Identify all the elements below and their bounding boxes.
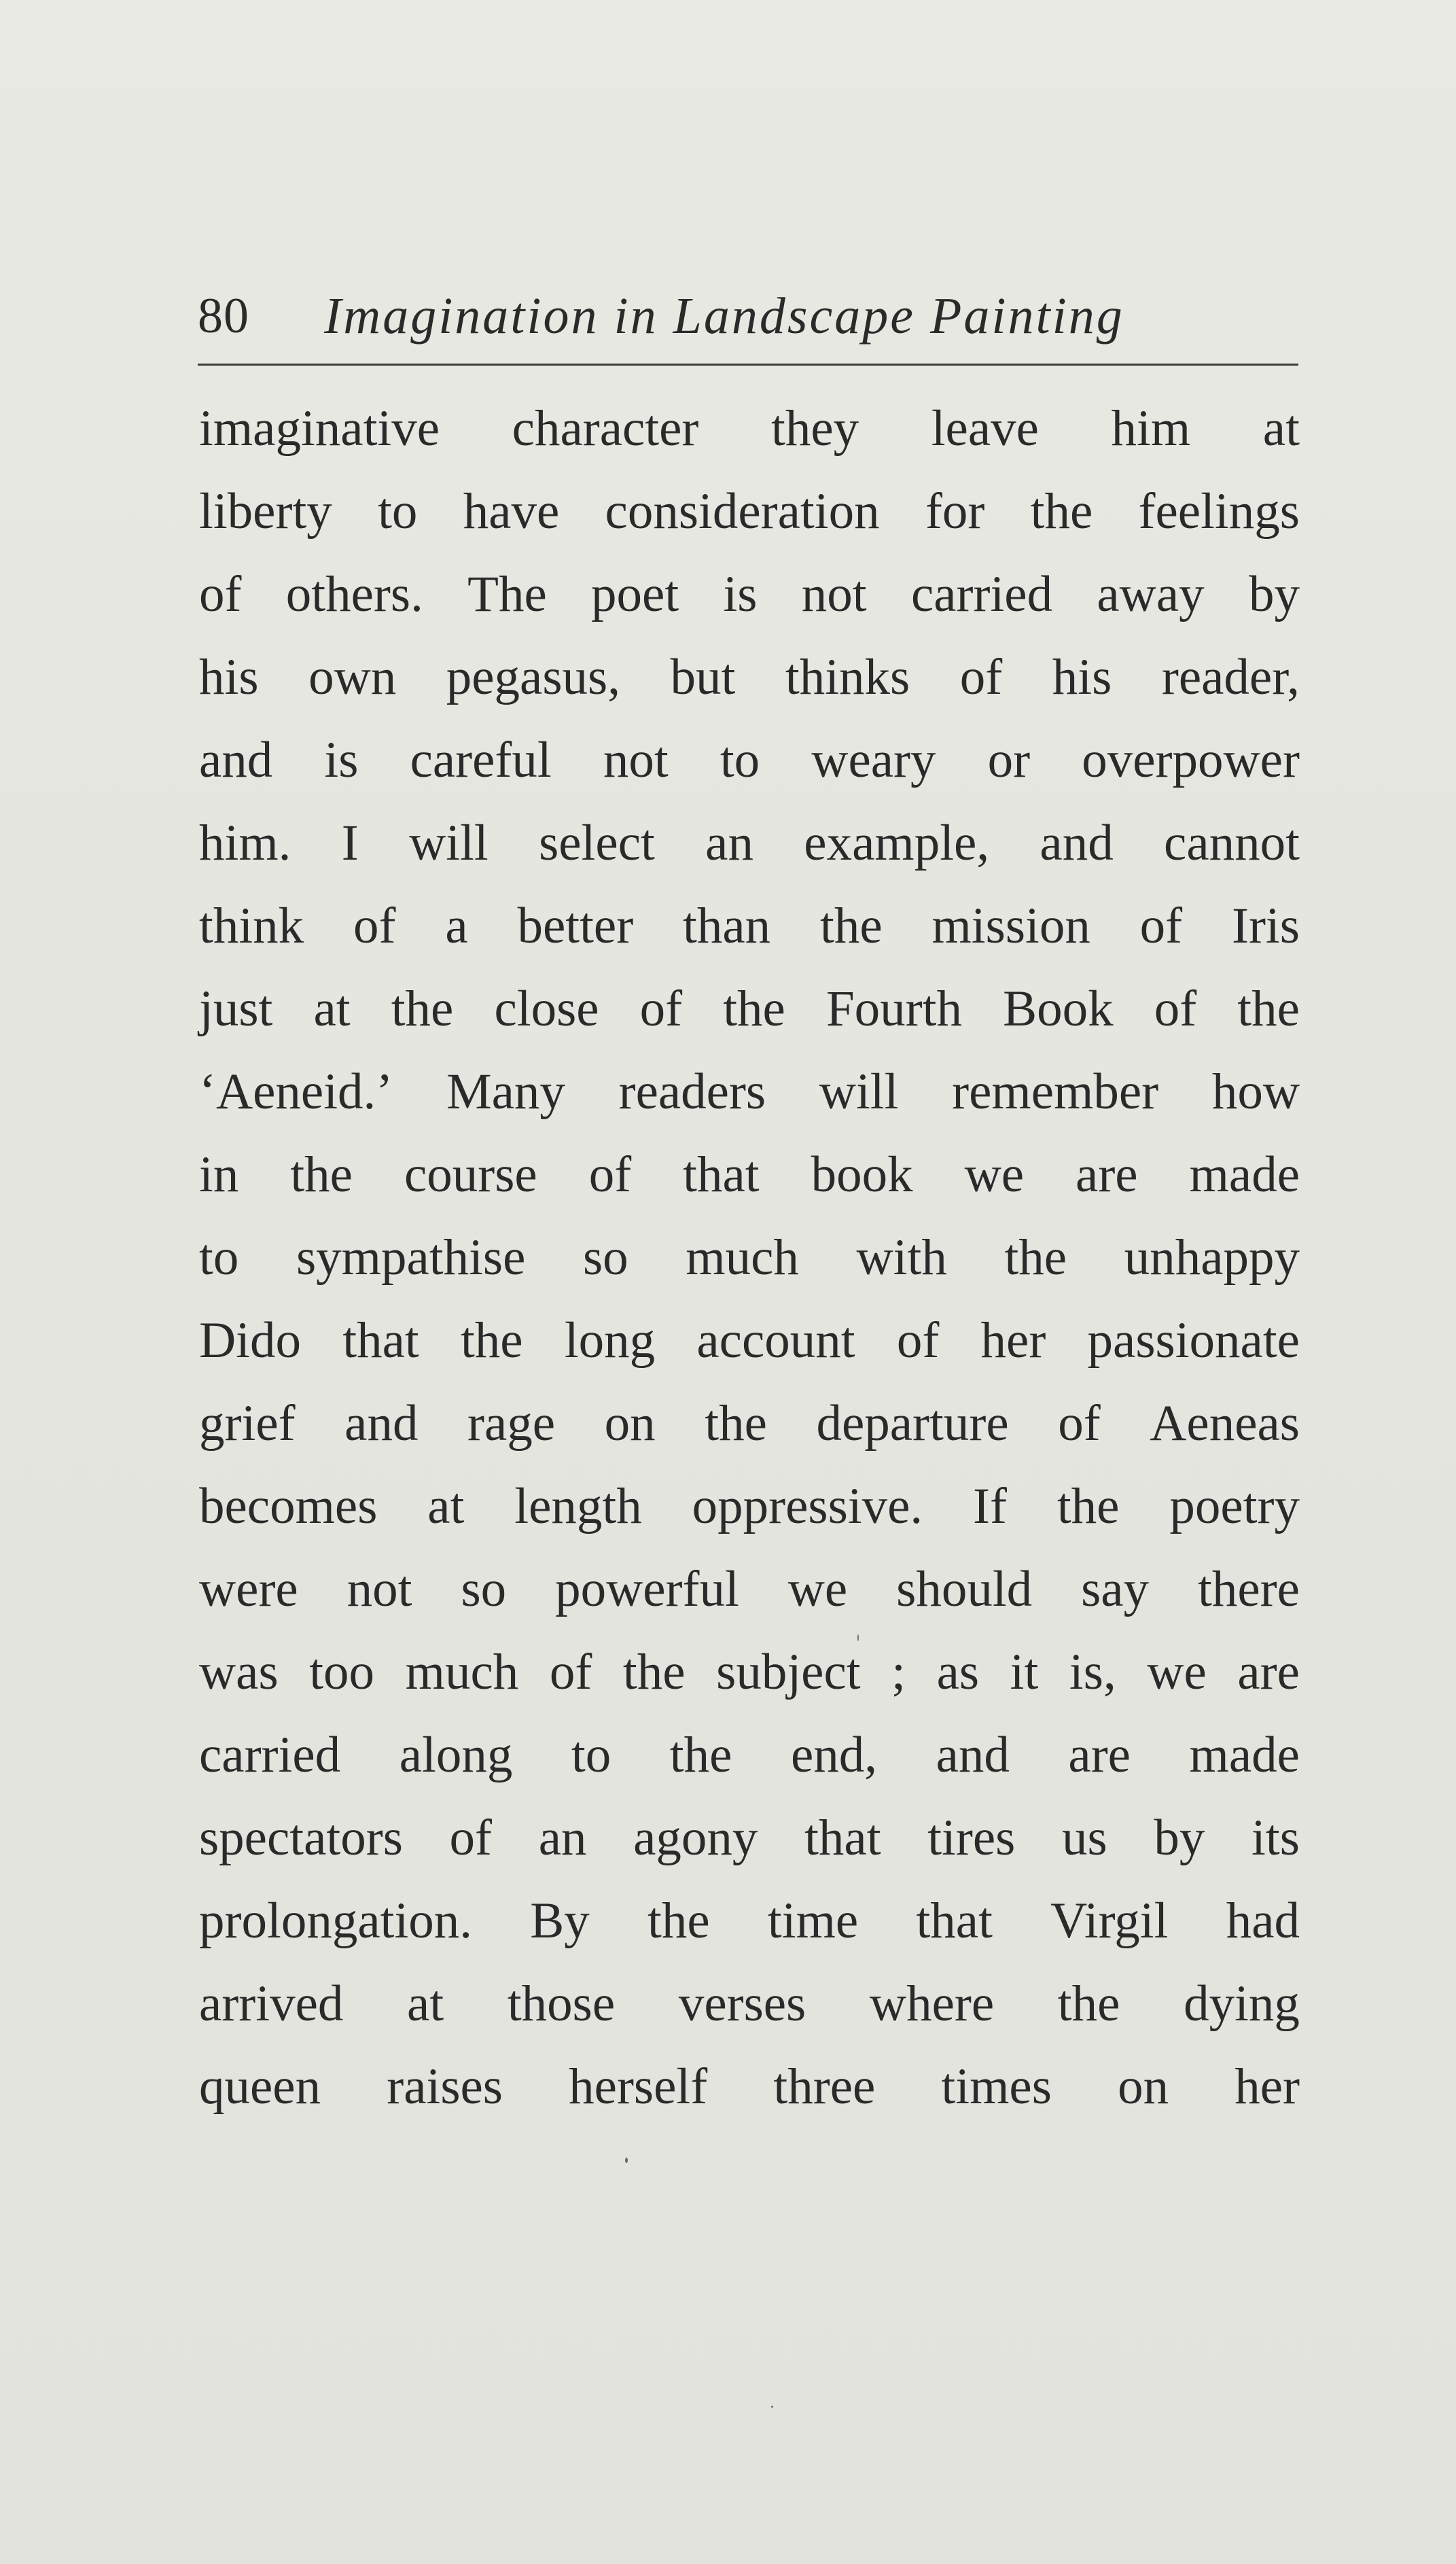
word: not bbox=[347, 1561, 412, 1617]
word: the bbox=[1004, 1229, 1067, 1286]
word: Book bbox=[1003, 981, 1114, 1037]
word: on bbox=[1118, 2058, 1169, 2115]
word: at bbox=[1262, 400, 1300, 457]
word: and bbox=[1040, 815, 1114, 871]
word: unhappy bbox=[1124, 1229, 1300, 1286]
word: should bbox=[896, 1561, 1033, 1617]
word: readers bbox=[618, 1064, 766, 1120]
word: the bbox=[1057, 1478, 1120, 1534]
word: the bbox=[819, 898, 883, 954]
word: was bbox=[199, 1644, 279, 1700]
word: carried bbox=[910, 566, 1053, 622]
word: time bbox=[767, 1893, 859, 1949]
word: of bbox=[588, 1146, 632, 1203]
word: her bbox=[1235, 2058, 1300, 2115]
word: arrived bbox=[199, 1975, 344, 2032]
word: Virgil bbox=[1050, 1893, 1169, 1949]
word: Iris bbox=[1231, 898, 1300, 954]
word: are bbox=[1076, 1146, 1138, 1203]
word: that bbox=[342, 1312, 419, 1369]
word: we bbox=[964, 1146, 1025, 1203]
word: is bbox=[723, 566, 758, 622]
word: leave bbox=[931, 400, 1039, 457]
text-line bbox=[199, 719, 1300, 802]
word: overpower bbox=[1082, 732, 1300, 788]
word: an bbox=[538, 1810, 587, 1866]
word: three bbox=[773, 2058, 876, 2115]
word: and bbox=[199, 732, 273, 788]
word: the bbox=[290, 1146, 353, 1203]
word: the bbox=[669, 1727, 732, 1783]
word: that bbox=[804, 1810, 881, 1866]
word: much bbox=[686, 1229, 799, 1286]
word: the bbox=[647, 1893, 710, 1949]
word: at bbox=[313, 981, 351, 1037]
word: where bbox=[869, 1975, 995, 2032]
word: they bbox=[770, 400, 859, 457]
text-line bbox=[199, 1382, 1300, 1465]
word: as bbox=[936, 1644, 980, 1700]
word: by bbox=[1248, 566, 1300, 622]
word: made bbox=[1189, 1727, 1300, 1783]
word: cannot bbox=[1164, 815, 1300, 871]
word: us bbox=[1062, 1810, 1107, 1866]
word: account bbox=[696, 1312, 855, 1369]
word: departure bbox=[816, 1395, 1009, 1452]
word: Dido bbox=[199, 1312, 301, 1369]
word: better bbox=[517, 898, 634, 954]
running-title: Imagination in Landscape Painting bbox=[324, 287, 1124, 345]
text-line bbox=[199, 1216, 1300, 1299]
text-line bbox=[199, 1465, 1300, 1548]
word: Aeneas bbox=[1150, 1395, 1300, 1452]
word: sympathise bbox=[296, 1229, 526, 1286]
word: there bbox=[1198, 1561, 1300, 1617]
word: powerful bbox=[555, 1561, 739, 1617]
word: careful bbox=[410, 732, 552, 788]
word: subject bbox=[716, 1644, 861, 1700]
word: made bbox=[1189, 1146, 1300, 1203]
word: those bbox=[507, 1975, 616, 2032]
word: of bbox=[959, 649, 1003, 705]
word: of bbox=[1154, 981, 1197, 1037]
text-line bbox=[199, 553, 1300, 636]
paper-speck bbox=[771, 2406, 773, 2408]
word: at bbox=[427, 1478, 465, 1534]
word: his bbox=[199, 649, 259, 705]
word: much bbox=[405, 1644, 519, 1700]
word: on bbox=[604, 1395, 656, 1452]
word: the bbox=[723, 981, 785, 1037]
word: that bbox=[683, 1146, 760, 1203]
word: but bbox=[670, 649, 736, 705]
word: at bbox=[407, 1975, 444, 2032]
word: of bbox=[449, 1810, 493, 1866]
word: think bbox=[199, 898, 304, 954]
word: becomes bbox=[199, 1478, 378, 1534]
word: thinks bbox=[785, 649, 910, 705]
text-line bbox=[199, 1548, 1300, 1631]
word: By bbox=[530, 1893, 590, 1949]
text-line bbox=[199, 885, 1300, 968]
text-line bbox=[199, 1631, 1300, 1714]
word: length bbox=[514, 1478, 642, 1534]
word: raises bbox=[387, 2058, 503, 2115]
text-line bbox=[199, 1134, 1300, 1216]
word: than bbox=[683, 898, 771, 954]
word: of bbox=[1139, 898, 1183, 954]
word: agony bbox=[633, 1810, 758, 1866]
word: him bbox=[1111, 400, 1191, 457]
text-line bbox=[199, 1714, 1300, 1797]
word: own bbox=[308, 649, 397, 705]
word: by bbox=[1154, 1810, 1205, 1866]
text-line bbox=[199, 1299, 1300, 1382]
word: we bbox=[1147, 1644, 1207, 1700]
word: mission bbox=[931, 898, 1090, 954]
word: of bbox=[1058, 1395, 1101, 1452]
word: an bbox=[705, 815, 753, 871]
word: long bbox=[564, 1312, 656, 1369]
word: to bbox=[199, 1229, 239, 1286]
word: consideration bbox=[605, 483, 880, 540]
word: poet bbox=[591, 566, 679, 622]
word: his bbox=[1052, 649, 1112, 705]
word: have bbox=[463, 483, 560, 540]
word: character bbox=[512, 400, 699, 457]
page-header bbox=[198, 275, 1298, 357]
word: ; bbox=[891, 1644, 906, 1700]
word: will bbox=[409, 815, 489, 871]
word: The bbox=[467, 566, 547, 622]
word: with bbox=[856, 1229, 947, 1286]
word: remember bbox=[952, 1064, 1159, 1120]
word: grief bbox=[199, 1395, 296, 1452]
word: the bbox=[1030, 483, 1093, 540]
word: oppressive. bbox=[692, 1478, 923, 1534]
word: to bbox=[571, 1727, 611, 1783]
word: reader, bbox=[1161, 649, 1300, 705]
word: are bbox=[1068, 1727, 1131, 1783]
word: the bbox=[1237, 981, 1300, 1037]
word: the bbox=[705, 1395, 767, 1452]
word: prolongation. bbox=[199, 1893, 473, 1949]
word: its bbox=[1251, 1810, 1300, 1866]
word: and bbox=[936, 1727, 1010, 1783]
paper-speck bbox=[625, 2158, 628, 2163]
word: I bbox=[341, 815, 359, 871]
word: select bbox=[539, 815, 655, 871]
word: of bbox=[896, 1312, 940, 1369]
word: just bbox=[199, 981, 273, 1037]
text-line bbox=[199, 2045, 1300, 2128]
text-line bbox=[199, 387, 1300, 470]
word: course bbox=[404, 1146, 537, 1203]
word: her bbox=[980, 1312, 1046, 1369]
word: If bbox=[973, 1478, 1007, 1534]
word: along bbox=[399, 1727, 513, 1783]
word: and bbox=[344, 1395, 419, 1452]
word: Many bbox=[446, 1064, 565, 1120]
word: rage bbox=[467, 1395, 556, 1452]
word: of bbox=[353, 898, 396, 954]
word: to bbox=[720, 732, 760, 788]
word: book bbox=[811, 1146, 913, 1203]
text-line bbox=[199, 1880, 1300, 1963]
word: ‘Aeneid.’ bbox=[199, 1064, 393, 1120]
word: close bbox=[494, 981, 599, 1037]
word: feelings bbox=[1138, 483, 1300, 540]
word: the bbox=[1057, 1975, 1120, 2032]
word: in bbox=[199, 1146, 239, 1203]
text-line bbox=[199, 1051, 1300, 1134]
word: say bbox=[1081, 1561, 1150, 1617]
word: the bbox=[622, 1644, 686, 1700]
word: so bbox=[583, 1229, 628, 1286]
word: of bbox=[549, 1644, 592, 1700]
word: him. bbox=[199, 815, 291, 871]
word: how bbox=[1211, 1064, 1300, 1120]
word: the bbox=[391, 981, 454, 1037]
word: or bbox=[987, 732, 1031, 788]
word: it bbox=[1010, 1644, 1039, 1700]
word: not bbox=[801, 566, 867, 622]
word: are bbox=[1237, 1644, 1300, 1700]
word: of bbox=[639, 981, 683, 1037]
word: Fourth bbox=[825, 981, 962, 1037]
word: times bbox=[941, 2058, 1052, 2115]
word: liberty bbox=[199, 483, 332, 540]
text-line bbox=[199, 968, 1300, 1051]
text-line bbox=[199, 470, 1300, 553]
word: the bbox=[460, 1312, 523, 1369]
word: had bbox=[1226, 1893, 1300, 1949]
word: not bbox=[603, 732, 669, 788]
word: dying bbox=[1184, 1975, 1300, 2032]
word: others. bbox=[285, 566, 423, 622]
word: weary bbox=[811, 732, 936, 788]
header-rule bbox=[198, 364, 1298, 366]
word: for bbox=[925, 483, 985, 540]
paper-speck bbox=[857, 1634, 859, 1641]
word: spectators bbox=[199, 1810, 403, 1866]
word: is, bbox=[1069, 1644, 1116, 1700]
page-number: 80 bbox=[198, 288, 249, 344]
body-text bbox=[199, 387, 1300, 2128]
word: queen bbox=[199, 2058, 321, 2115]
word: away bbox=[1097, 566, 1205, 622]
word: to bbox=[378, 483, 418, 540]
text-line bbox=[199, 1797, 1300, 1880]
word: will bbox=[819, 1064, 899, 1120]
text-line bbox=[199, 802, 1300, 885]
word: carried bbox=[199, 1727, 341, 1783]
word: example, bbox=[804, 815, 990, 871]
word: herself bbox=[569, 2058, 708, 2115]
word: too bbox=[309, 1644, 375, 1700]
word: we bbox=[787, 1561, 848, 1617]
word: is bbox=[324, 732, 359, 788]
word: verses bbox=[678, 1975, 806, 2032]
word: tires bbox=[927, 1810, 1016, 1866]
word: imaginative bbox=[199, 400, 440, 457]
word: pegasus, bbox=[446, 649, 620, 705]
word: passionate bbox=[1087, 1312, 1300, 1369]
text-line bbox=[199, 1963, 1300, 2045]
word: so bbox=[461, 1561, 507, 1617]
text-line bbox=[199, 636, 1300, 719]
word: that bbox=[916, 1893, 993, 1949]
word: end, bbox=[790, 1727, 878, 1783]
word: a bbox=[445, 898, 468, 954]
word: were bbox=[199, 1561, 298, 1617]
word: of bbox=[199, 566, 242, 622]
word: poetry bbox=[1169, 1478, 1300, 1534]
